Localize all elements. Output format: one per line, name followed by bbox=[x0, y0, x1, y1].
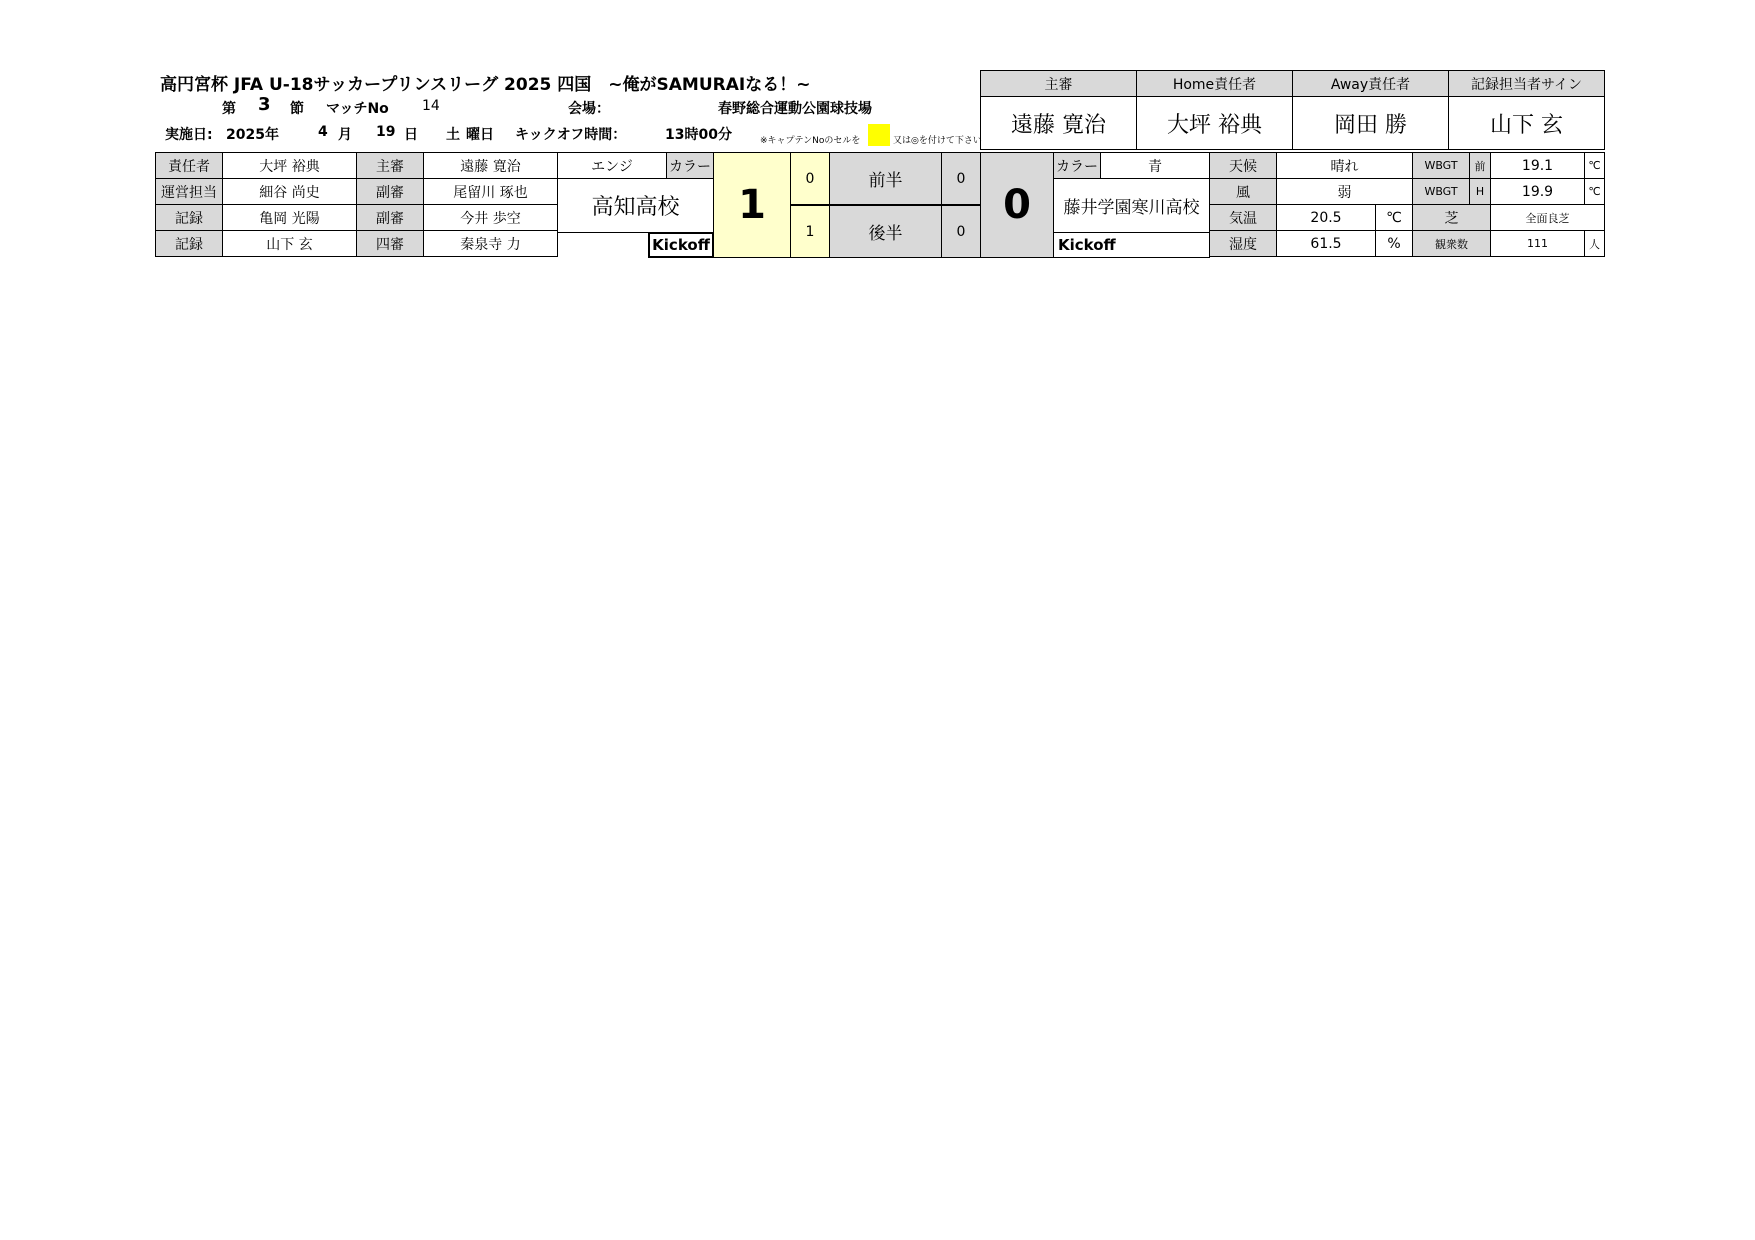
referee-role: 副審 bbox=[356, 204, 424, 231]
round-number: 3 bbox=[258, 94, 271, 115]
second-half-label: 後半 bbox=[829, 205, 942, 258]
staff-name: 亀岡 光陽 bbox=[222, 204, 357, 231]
away-team-name: 藤井学園寒川高校 bbox=[1053, 178, 1210, 233]
away-first-half-score: 0 bbox=[941, 152, 981, 205]
wbgt-value: 19.9 bbox=[1490, 178, 1585, 205]
wbgt-label: WBGT bbox=[1412, 178, 1470, 205]
official-header-home: Home責任者 bbox=[1136, 70, 1293, 97]
page-title: 高円宮杯 JFA U-18サッカープリンスリーグ 2025 四国 ~俺がSAMURAIなる！~ bbox=[160, 75, 811, 95]
humidity-label: 湿度 bbox=[1209, 230, 1277, 257]
venue: 春野総合運動公園球技場 bbox=[718, 101, 872, 117]
weekday-unit: 曜日 bbox=[466, 127, 494, 143]
weekday: 土 bbox=[446, 127, 460, 143]
date-label: 実施日: bbox=[165, 127, 213, 143]
staff-name: 大坪 裕典 bbox=[222, 152, 357, 179]
first-half-label: 前半 bbox=[829, 152, 942, 205]
wbgt-unit: ℃ bbox=[1584, 152, 1605, 179]
captain-note: ※キャプテンNoのセルを bbox=[760, 136, 861, 146]
humidity-value: 61.5 bbox=[1276, 230, 1376, 257]
turf-value: 全面良芝 bbox=[1490, 204, 1605, 231]
kickoff-label: キックオフ時間： bbox=[515, 127, 627, 143]
staff-role: 記録 bbox=[155, 204, 223, 231]
official-name-away: 岡田 勝 bbox=[1292, 96, 1449, 150]
date-month: 4 bbox=[318, 124, 328, 140]
match-no: 14 bbox=[422, 98, 440, 114]
referee-name: 今井 歩空 bbox=[423, 204, 558, 231]
spectators-unit: 人 bbox=[1584, 230, 1605, 257]
staff-role: 責任者 bbox=[155, 152, 223, 179]
referee-role: 四審 bbox=[356, 230, 424, 257]
date-day: 19 bbox=[376, 124, 396, 140]
wbgt-label: WBGT bbox=[1412, 152, 1470, 179]
kickoff-time: 13時00分 bbox=[665, 127, 732, 143]
captain-color-swatch bbox=[868, 124, 890, 146]
wind-value: 弱 bbox=[1276, 178, 1413, 205]
wbgt-unit: ℃ bbox=[1584, 178, 1605, 205]
staff-role: 記録 bbox=[155, 230, 223, 257]
away-score: 0 bbox=[980, 152, 1054, 258]
home-score: 1 bbox=[713, 152, 791, 258]
referee-role: 主審 bbox=[356, 152, 424, 179]
round-prefix: 第 bbox=[222, 101, 236, 117]
home-color-header: カラー bbox=[666, 152, 714, 179]
wbgt-period: 前 bbox=[1469, 152, 1491, 179]
referee-name: 尾留川 琢也 bbox=[423, 178, 558, 205]
staff-name: 細谷 尚史 bbox=[222, 178, 357, 205]
wind-label: 風 bbox=[1209, 178, 1277, 205]
official-name-recorder: 山下 玄 bbox=[1448, 96, 1605, 150]
home-kickoff: Kickoff bbox=[648, 232, 714, 258]
home-color: エンジ bbox=[557, 152, 667, 179]
home-team-name: 高知高校 bbox=[557, 178, 714, 233]
official-header-referee: 主審 bbox=[980, 70, 1137, 97]
date-day-unit: 日 bbox=[404, 127, 418, 143]
round-suffix: 節 bbox=[290, 101, 304, 117]
turf-label: 芝 bbox=[1412, 204, 1491, 231]
weather-label: 天候 bbox=[1209, 152, 1277, 179]
official-name-home: 大坪 裕典 bbox=[1136, 96, 1293, 150]
captain-note-2: 又は◎を付けて下さい bbox=[893, 136, 982, 146]
away-second-half-score: 0 bbox=[941, 205, 981, 258]
weather-value: 晴れ bbox=[1276, 152, 1413, 179]
home-first-half-score: 0 bbox=[790, 152, 830, 205]
staff-name: 山下 玄 bbox=[222, 230, 357, 257]
referee-name: 秦泉寺 力 bbox=[423, 230, 558, 257]
temperature-value: 20.5 bbox=[1276, 204, 1376, 231]
official-header-away: Away責任者 bbox=[1292, 70, 1449, 97]
wbgt-period: H bbox=[1469, 178, 1491, 205]
spectators-value: 111 bbox=[1490, 230, 1585, 257]
wbgt-value: 19.1 bbox=[1490, 152, 1585, 179]
venue-label: 会場： bbox=[568, 101, 610, 117]
official-header-recorder: 記録担当者サイン bbox=[1448, 70, 1605, 97]
referee-name: 遠藤 寛治 bbox=[423, 152, 558, 179]
date-year: 2025年 bbox=[226, 127, 279, 143]
referee-role: 副審 bbox=[356, 178, 424, 205]
home-second-half-score: 1 bbox=[790, 205, 830, 258]
spectators-label: 観衆数 bbox=[1412, 230, 1491, 257]
temperature-unit: ℃ bbox=[1375, 204, 1413, 231]
official-name-referee: 遠藤 寛治 bbox=[980, 96, 1137, 150]
temperature-label: 気温 bbox=[1209, 204, 1277, 231]
staff-role: 運営担当 bbox=[155, 178, 223, 205]
away-color: 青 bbox=[1100, 152, 1210, 179]
away-color-header: カラー bbox=[1053, 152, 1101, 179]
date-month-unit: 月 bbox=[338, 127, 352, 143]
match-no-label: マッチNo bbox=[326, 101, 389, 117]
away-kickoff: Kickoff bbox=[1053, 232, 1210, 258]
humidity-unit: % bbox=[1375, 230, 1413, 257]
